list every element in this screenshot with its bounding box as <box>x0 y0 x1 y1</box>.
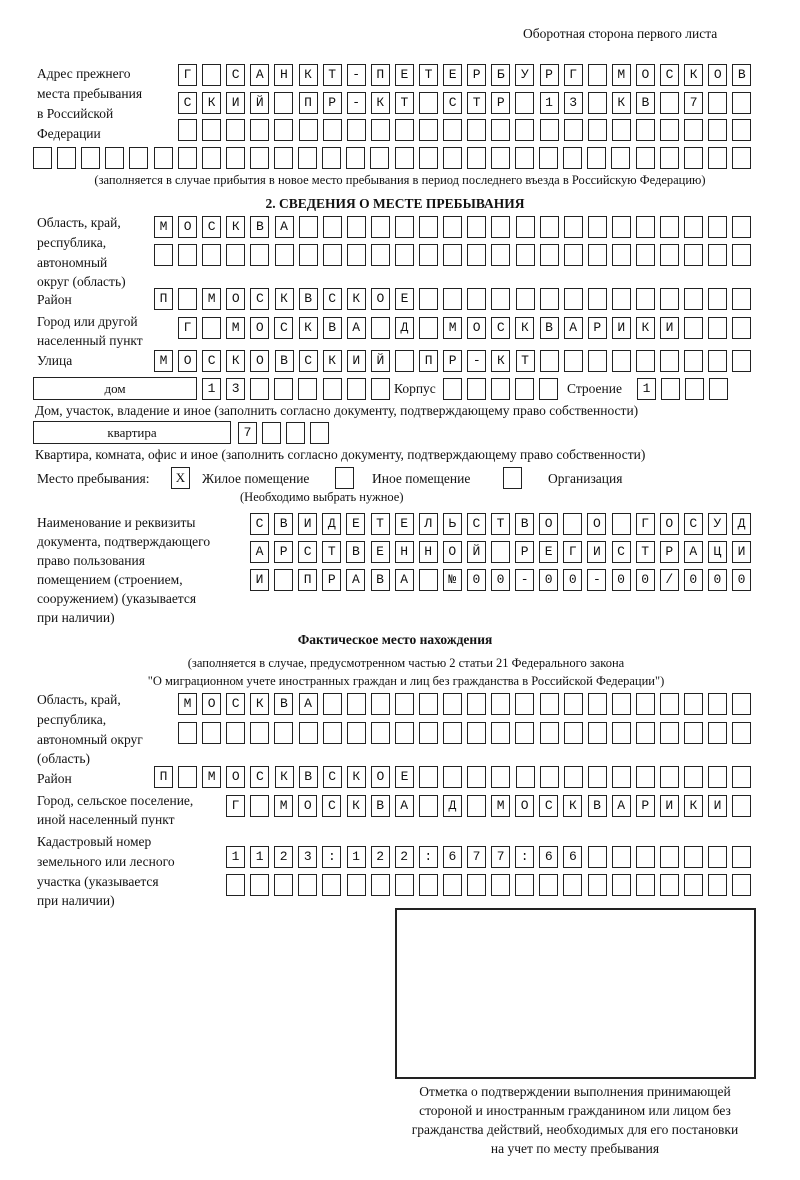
cadastre-label: Кадастровый номер <box>37 834 152 849</box>
district-row-value[interactable]: П МОСКВСКОЕ <box>159 291 763 306</box>
building-label: Строение <box>567 381 622 396</box>
region-label: автономный <box>37 255 108 270</box>
actual-city-row-value[interactable]: Г МОСКВА Д МОСКВАРИКИ <box>231 798 762 813</box>
place-option-other-checkbox[interactable] <box>335 467 354 489</box>
prev-address-label: Адрес прежнего <box>37 66 131 81</box>
actual-region-label: Область, край, <box>37 692 121 707</box>
cadastre-label: земельного или лесного <box>37 854 175 869</box>
stamp-caption: Отметка о подтверждении выполнения принимающей <box>419 1084 731 1099</box>
place-option-label: Организация <box>548 471 623 486</box>
city-row-value[interactable]: Г МОСКВА Д МОСКВАРИКИ <box>183 320 763 335</box>
page-header: Оборотная сторона первого листа <box>523 26 718 41</box>
stamp-caption: гражданства действий, необходимых для его постановки <box>411 1122 739 1137</box>
region-label: республика, <box>37 235 107 250</box>
actual-region-label: автономный округ <box>37 732 143 747</box>
region-row-value[interactable]: МОСКВА <box>159 219 763 234</box>
actual-region-label: (область) <box>37 751 91 766</box>
house-note: Дом, участок, владение и иное (заполнить согласно документу, подтверждающему право собственности) <box>35 403 639 418</box>
prev-address-note: (заполняется в случае прибытия в новое место пребывания в период последнего въезда в Российскую Федерацию) <box>94 173 706 187</box>
actual-district-row-value[interactable]: П МОСКВСКОЕ <box>159 769 763 784</box>
actual-city-label: Город, сельское поселение, <box>37 793 194 808</box>
house-type-field[interactable]: дом <box>33 377 197 400</box>
house-number-row-value[interactable]: 13 <box>207 381 401 396</box>
district-label: Район <box>37 292 72 307</box>
prev-address-row-value[interactable] <box>33 147 766 169</box>
region-label: округ (область) <box>37 274 126 289</box>
place-option-organization-checkbox[interactable] <box>503 467 522 489</box>
actual-region-label: республика, <box>37 712 107 727</box>
confirmation-stamp-box <box>395 908 756 1079</box>
prev-address-label: Федерации <box>37 126 101 141</box>
section-2-title: 2. СВЕДЕНИЯ О МЕСТЕ ПРЕБЫВАНИЯ <box>265 196 525 211</box>
city-label: населенный пункт <box>37 333 143 348</box>
actual-region-row-value[interactable]: МОСКВА <box>183 696 763 711</box>
doc-label: сооружением) (указывается <box>37 591 197 606</box>
korpus-label: Корпус <box>394 381 436 396</box>
prev-address-row-value[interactable]: СКИЙ ПР-КТ СТР 13 КВ 7 <box>183 95 763 110</box>
place-option-residential-checkbox[interactable]: X <box>171 467 190 489</box>
doc-label: право пользования <box>37 553 145 568</box>
stamp-caption: на учет по месту пребывания <box>490 1141 660 1156</box>
stamp-caption: стороной и иностранным гражданином или лицом без <box>419 1103 731 1118</box>
region-label: Область, край, <box>37 215 121 230</box>
korpus-row-value[interactable] <box>443 378 574 400</box>
region-row-value[interactable] <box>154 244 767 266</box>
building-row-value[interactable]: 1 <box>642 381 739 396</box>
document-row-value[interactable]: И ПРАВА №00-00-00/000 <box>255 572 762 587</box>
prev-address-label: места пребывания <box>37 86 143 101</box>
cadastre-label: участка (указывается <box>37 874 159 889</box>
actual-city-label: иной населенный пункт <box>37 812 175 827</box>
document-row-value[interactable]: СВИДЕТЕЛЬСТВО О ГОСУД <box>255 516 762 531</box>
prev-address-row-value[interactable]: Г САНКТ-ПЕТЕРБУРГ МОСКОВ <box>183 67 763 82</box>
flat-number-row-value[interactable]: 7 <box>243 425 340 440</box>
cadastre-label: при наличии) <box>37 893 115 908</box>
actual-note: "О миграционном учете иностранных граждан и лиц без гражданства в Российской Федерации") <box>147 674 665 688</box>
actual-title: Фактическое место нахождения <box>297 632 493 647</box>
actual-region-row-value[interactable] <box>178 722 766 744</box>
flat-type-field[interactable]: квартира <box>33 421 231 444</box>
doc-label: при наличии) <box>37 610 115 625</box>
place-option-label: Жилое помещение <box>202 471 310 486</box>
place-label: Место пребывания: <box>37 471 150 486</box>
cadastre-row-value[interactable]: 1123:122:677:66 <box>231 849 762 864</box>
cadastre-row-value[interactable] <box>226 874 766 896</box>
place-option-label: Иное помещение <box>372 471 471 486</box>
actual-district-label: Район <box>37 771 72 786</box>
street-row-value[interactable]: МОСКОВСКИЙ ПР-КТ <box>159 353 763 368</box>
city-label: Город или другой <box>37 314 138 329</box>
doc-label: Наименование и реквизиты <box>37 515 196 530</box>
prev-address-row-value[interactable] <box>178 119 766 141</box>
prev-address-label: в Российской <box>37 106 114 121</box>
document-row-value[interactable]: АРСТВЕННОЙ РЕГИСТРАЦИ <box>255 544 762 559</box>
actual-note: (заполняется в случае, предусмотренном частью 2 статьи 21 Федерального закона <box>187 656 625 670</box>
flat-note: Квартира, комната, офис и иное (заполнить согласно документу, подтверждающему право собственности) <box>35 447 646 462</box>
place-note: (Необходимо выбрать нужное) <box>240 490 404 504</box>
doc-label: помещением (строением, <box>37 572 183 587</box>
street-label: Улица <box>37 353 73 368</box>
doc-label: документа, подтверждающего <box>37 534 211 549</box>
